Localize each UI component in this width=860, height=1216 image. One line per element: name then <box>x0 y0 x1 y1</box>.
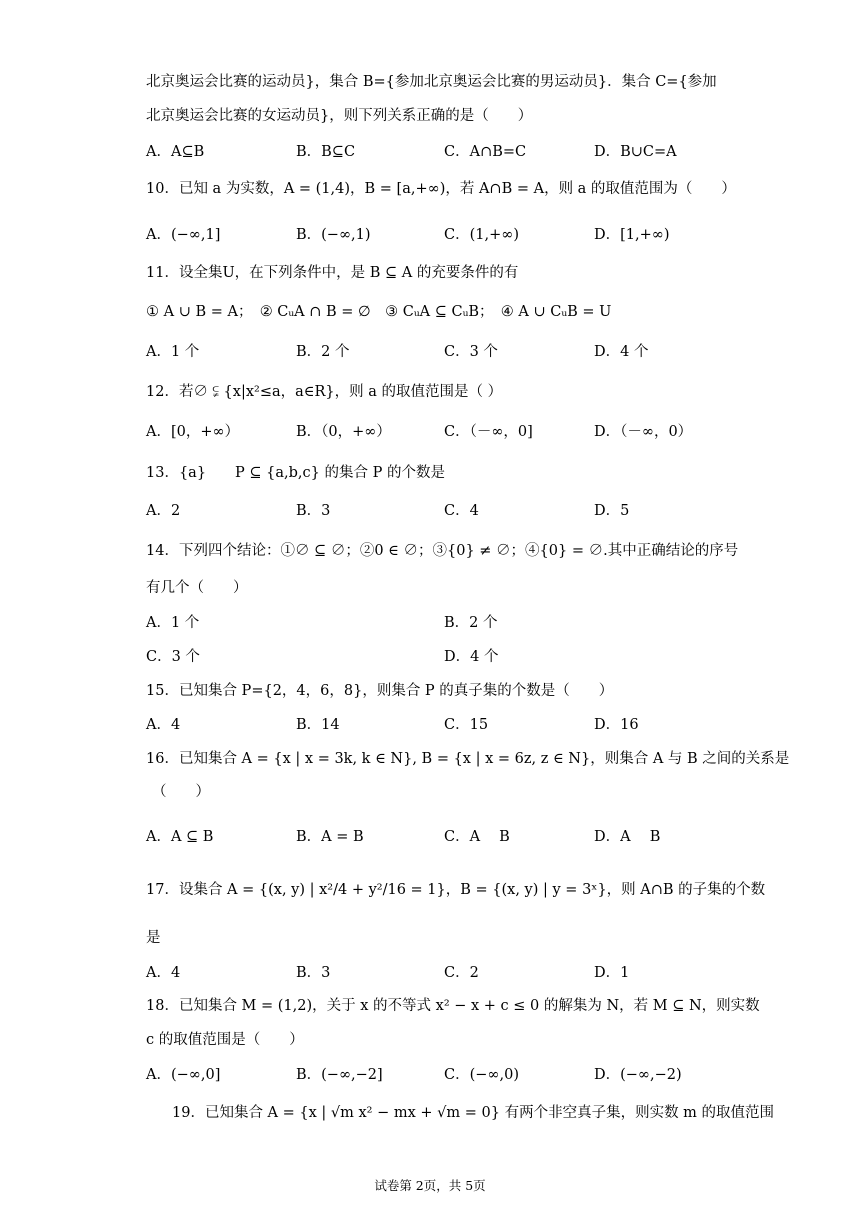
q13-option-d: D．5 <box>594 503 630 519</box>
q9-option-b: B．B⊆C <box>296 144 356 160</box>
q15-option-a: A．4 <box>146 717 181 733</box>
q17-stem: 17．设集合 A = {(x, y) | x²/4 + y²/16 = 1}，B = {(x, y) | y = 3ˣ}，则 A∩B 的子集的个数 <box>146 882 766 898</box>
q15-option-d: D．16 <box>594 717 639 733</box>
q15-stem: 15．已知集合 P={2，4，6，8}，则集合 P 的真子集的个数是（ ） <box>146 683 614 699</box>
q16-option-c: C．A B <box>444 829 510 845</box>
q19-stem: 19．已知集合 A = {x | √m x² − mx + √m = 0} 有两个非空真子集，则实数 m 的取值范围 <box>172 1105 775 1121</box>
q14-stem-line1: 14．下列四个结论：①∅ ⊆ ∅；②0 ∈ ∅；③{0} ≠ ∅；④{0} = ∅.其中正确结论的序号 <box>146 543 739 559</box>
q16-stem-line2: （ ） <box>152 784 210 800</box>
q11-option-c: C．3 个 <box>444 344 498 360</box>
q11-stem: 11．设全集U，在下列条件中，是 B ⊆ A 的充要条件的有 <box>146 265 519 281</box>
q15-option-c: C．15 <box>444 717 489 733</box>
q13-option-b: B．3 <box>296 503 331 519</box>
q11-option-d: D．4 个 <box>594 344 649 360</box>
q11-option-b: B．2 个 <box>296 344 350 360</box>
q12-stem: 12．若∅ ⫋ {x|x²≤a，a∈R}，则 a 的取值范围是（ ） <box>146 384 503 400</box>
q18-option-b: B．(−∞,−2] <box>296 1067 383 1083</box>
q9-option-a: A．A⊆B <box>146 144 205 160</box>
q9-stem-line2: 北京奥运会比赛的女运动员}，则下列关系正确的是（ ） <box>146 108 533 124</box>
q9-stem-line1: 北京奥运会比赛的运动员}，集合 B={参加北京奥运会比赛的男运动员}．集合 C={参加 <box>146 74 717 90</box>
q13-option-a: A．2 <box>146 503 181 519</box>
q14-stem-line2: 有几个（ ） <box>146 580 248 596</box>
page-footer: 试卷第 2页，共 5页 <box>374 1178 486 1193</box>
q16-stem-line1: 16．已知集合 A = {x | x = 3k, k ∈ N}, B = {x | x = 6z, z ∈ N}，则集合 A 与 B 之间的关系是 <box>146 751 790 767</box>
q14-option-d: D．4 个 <box>444 649 499 665</box>
q18-stem-line2: c 的取值范围是（ ） <box>146 1032 304 1048</box>
q17-option-b: B．3 <box>296 965 331 981</box>
q12-option-a: A．[0，+∞） <box>146 424 240 440</box>
q11-conditions: ① A ∪ B = A； ② CᵤA ∩ B = ∅ ③ CᵤA ⊆ CᵤB； ④ A ∪ CᵤB = U <box>146 304 612 320</box>
q18-option-d: D．(−∞,−2) <box>594 1067 682 1083</box>
q14-option-b: B．2 个 <box>444 615 498 631</box>
q17-option-a: A．4 <box>146 965 181 981</box>
q14-option-c: C．3 个 <box>146 649 200 665</box>
q10-stem: 10．已知 a 为实数，A = (1,4)，B = [a,+∞)，若 A∩B = A，则 a 的取值范围为（ ） <box>146 181 736 197</box>
q16-option-d: D．A B <box>594 829 661 845</box>
q13-option-c: C．4 <box>444 503 479 519</box>
q16-option-a: A．A ⊆ B <box>146 829 214 845</box>
q10-option-d: D．[1,+∞) <box>594 227 670 243</box>
q14-option-a: A．1 个 <box>146 615 200 631</box>
q17-option-d: D．1 <box>594 965 630 981</box>
q16-option-b: B．A = B <box>296 829 364 845</box>
q17-stem-line2: 是 <box>146 930 161 946</box>
q9-option-c: C．A∩B=C <box>444 144 527 160</box>
q15-option-b: B．14 <box>296 717 340 733</box>
q12-option-c: C．（－∞，0] <box>444 424 533 440</box>
q12-option-b: B．（0，+∞） <box>296 424 391 440</box>
q10-option-c: C．(1,+∞) <box>444 227 519 243</box>
q18-option-c: C．(−∞,0) <box>444 1067 519 1083</box>
q18-stem-line1: 18．已知集合 M = (1,2)，关于 x 的不等式 x² − x + c ≤ 0 的解集为 N，若 M ⊆ N，则实数 <box>146 998 760 1014</box>
q11-option-a: A．1 个 <box>146 344 200 360</box>
q10-option-b: B．(−∞,1) <box>296 227 371 243</box>
q13-stem: 13．{a} P ⊆ {a,b,c} 的集合 P 的个数是 <box>146 465 445 481</box>
q18-option-a: A．(−∞,0] <box>146 1067 221 1083</box>
q10-option-a: A．(−∞,1] <box>146 227 221 243</box>
q12-option-d: D．（－∞，0） <box>594 424 693 440</box>
q17-option-c: C．2 <box>444 965 479 981</box>
q9-option-d: D．B∪C=A <box>594 144 677 160</box>
